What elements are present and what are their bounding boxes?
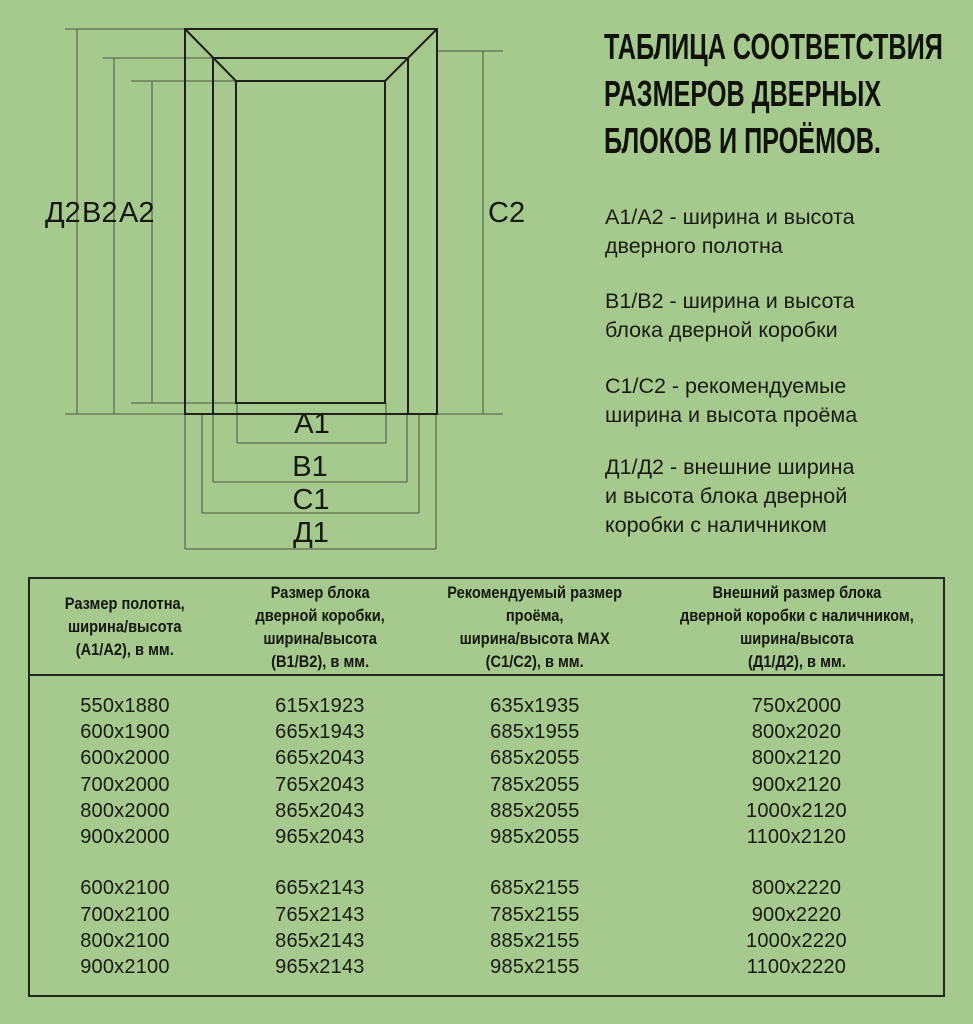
legend-item-b: В1/В2 - ширина и высота блока дверной коробки [605, 289, 855, 342]
table-row: 900x2000 965x2043 985x2055 1100x2120 [80, 826, 847, 849]
table-header-row [30, 579, 943, 676]
door-frame [185, 29, 437, 414]
casing-outer-rect [185, 29, 437, 414]
miter-joint-diagonals [185, 29, 437, 81]
table-group-2 [30, 876, 943, 981]
table-row: 800x2000 865x2043 885x2055 1000x2120 [80, 799, 847, 822]
table-body [30, 676, 943, 981]
door-leaf-opening-rect [236, 81, 385, 403]
table-row: 700x2100 765x2143 785x2155 900x2220 [80, 903, 842, 926]
page-title: ТАБЛИЦА СООТВЕТСТВИЯ РАЗМЕРОВ ДВЕРНЫХ БЛОКОВ И ПРОЁМОВ. [604, 26, 943, 161]
label-b1: В1 [292, 451, 328, 483]
header-leaf-size: Размер полотна, ширина/высота (А1/А2), в мм. [64, 594, 185, 659]
table-row: 600x1900 665x1943 685x1955 800x2020 [80, 720, 842, 743]
table-group-1 [30, 693, 943, 851]
label-c1: С1 [292, 484, 330, 516]
frame-middle-rect [213, 58, 408, 414]
size-correspondence-table [28, 577, 945, 997]
legend-item-a: А1/А2 - ширина и высота дверного полотна [605, 205, 855, 258]
table-row: 700x2000 765x2043 785x2055 900x2120 [80, 773, 842, 796]
label-a1: А1 [294, 408, 330, 440]
table-row: 800x2100 865x2143 885x2155 1000x2220 [80, 930, 847, 953]
label-b2: В2 [82, 197, 118, 229]
table-row: 600x2100 665x2143 685x2155 800x2220 [80, 877, 842, 900]
label-d2: Д2 [45, 197, 81, 229]
legend-item-c: С1/С2 - рекомендуемые ширина и высота проёма [605, 374, 858, 427]
table-row: 600x2000 665x2043 685x2055 800x2120 [80, 747, 842, 770]
header-frame-block-size: Размер блока дверной коробки, ширина/высота (В1/В2), в мм. [255, 582, 385, 671]
label-c2: С2 [488, 197, 526, 229]
label-a2: А2 [119, 197, 155, 229]
label-d1: Д1 [293, 517, 329, 549]
header-outer-block-size: Внешний размер блока дверной коробки с наличником, ширина/высота (Д1/Д2), в мм. [679, 582, 914, 671]
table-row: 900x2100 965x2143 985x2155 1100x2220 [80, 956, 847, 979]
table-row: 550x1880 615x1923 635x1935 750x2000 [80, 694, 842, 717]
legend-item-d: Д1/Д2 - внешние ширина и высота блока дверной коробки с наличником [605, 455, 855, 537]
header-opening-size: Рекомендуемый размер проёма, ширина/высота MAX (С1/С2), в мм. [447, 582, 623, 671]
